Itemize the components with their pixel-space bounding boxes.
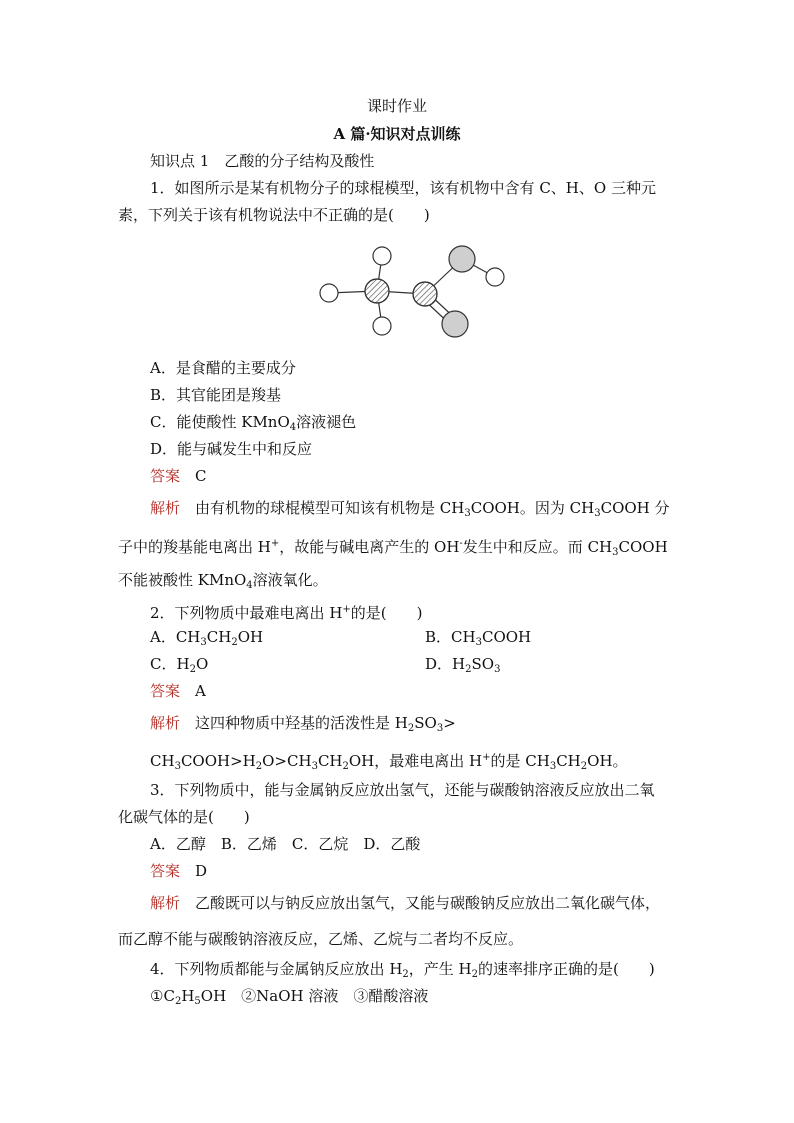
q1-stem-line1: 1．如图所示是某有机物分子的球棍模型，该有机物中含有 C、H、O 三种元: [150, 179, 656, 197]
knowledge-point-label: 知识点 1: [150, 152, 210, 170]
q3-stem-line1: 3．下列物质中，能与金属钠反应放出氢气，还能与碳酸钠溶液反应放出二氧: [150, 781, 655, 799]
q2-explanation-line2: [150, 748, 628, 777]
q2-option-d: [425, 654, 500, 680]
subscript: 2: [580, 761, 588, 772]
explanation-text: 不能被酸性 KMnO: [118, 571, 247, 589]
q4-stem-text: 4．下列物质都能与金属钠反应放出 H: [150, 960, 403, 978]
ball-and-stick-model-image: [312, 236, 522, 348]
explanation-text: OH。: [587, 752, 628, 770]
option-text: COOH: [481, 628, 532, 646]
item-text: ①C: [150, 987, 175, 1005]
q2-answer: [150, 681, 206, 701]
q3-explanation-line2: 而乙醇不能与碳酸钠溶液反应，乙烯、乙烷与二者均不反应。: [118, 930, 524, 948]
superscript: -: [459, 538, 463, 549]
knowledge-point: [150, 151, 374, 171]
subscript: 2: [255, 761, 263, 772]
explanation-text: 子中的羧基能电离出 H: [118, 538, 271, 556]
explanation-text: COOH 分: [600, 499, 670, 517]
explanation-label: 解析: [150, 894, 181, 912]
subscript: 3: [549, 761, 557, 772]
option-text: D．H: [425, 655, 466, 673]
answer-label: 答案: [150, 467, 181, 485]
hydrogen-atom: [373, 317, 391, 335]
explanation-text: 由有机物的球棍模型可知该有机物是 CH: [195, 499, 465, 517]
q4-items: [150, 986, 428, 1012]
q4-stem-text: ，产生 H: [408, 960, 472, 978]
hydrogen-atom: [373, 247, 391, 265]
q1-option-b: B．其官能团是羧基: [150, 386, 282, 404]
q3-answer: [150, 861, 207, 881]
explanation-text: SO: [414, 714, 437, 732]
explanation-text: 发生中和反应。而 CH: [462, 538, 613, 556]
option-text: CH: [206, 628, 232, 646]
subscript: 3: [594, 508, 601, 519]
q3-explanation-line1: [150, 893, 660, 913]
subscript: 3: [200, 637, 207, 648]
subscript: 3: [311, 761, 318, 772]
explanation-text: COOH: [618, 538, 668, 556]
explanation-text: 的是 CH: [490, 752, 550, 770]
subscript: 3: [612, 547, 619, 558]
subscript: 2: [465, 664, 472, 675]
answer-value: D: [195, 862, 208, 880]
hydrogen-atom: [320, 284, 338, 302]
explanation-text: O>CH: [262, 752, 312, 770]
explanation-text: OH，最难电离出 H: [348, 752, 483, 770]
subscript: 4: [289, 422, 297, 433]
explanation-text: CH: [150, 752, 175, 770]
subscript: 5: [194, 996, 201, 1007]
answer-label: 答案: [150, 862, 181, 880]
option-text: C．H: [150, 655, 190, 673]
q3-stem-line2: 化碳气体的是( ): [118, 808, 250, 826]
q2-explanation-line1: [150, 713, 456, 739]
knowledge-point-text: 乙酸的分子结构及酸性: [224, 152, 375, 170]
q2-option-b: [425, 627, 531, 653]
explanation-text: >: [443, 714, 456, 732]
item-text: H: [181, 987, 195, 1005]
subscript: 3: [174, 761, 181, 772]
carbon-atom-hatch: [365, 279, 389, 303]
explanation-text: COOH。因为 CH: [470, 499, 595, 517]
option-text: OH: [237, 628, 264, 646]
option-text: SO: [471, 655, 495, 673]
oxygen-atom: [442, 311, 468, 337]
q2-option-c: [150, 654, 208, 680]
subscript: 2: [174, 996, 182, 1007]
explanation-text: 溶液氧化。: [252, 571, 328, 589]
option-text: A．CH: [150, 628, 201, 646]
subscript: 4: [246, 580, 253, 591]
answer-label: 答案: [150, 682, 181, 700]
q4-stem: [150, 959, 655, 985]
subscript: 2: [402, 969, 409, 980]
superscript: +: [342, 604, 351, 615]
subscript: 3: [475, 637, 482, 648]
q1-option-c-text-end: 溶液褪色: [296, 413, 357, 431]
explanation-text: CH: [556, 752, 581, 770]
item-text: OH ②NaOH 溶液 ③醋酸溶液: [200, 987, 429, 1005]
q2-stem: [150, 600, 423, 623]
q1-explanation-line3: [118, 570, 328, 596]
explanation-text: CH: [317, 752, 343, 770]
q1-option-c: [150, 412, 356, 438]
section-title: A 篇·知识对点训练: [333, 125, 461, 143]
subscript: 2: [189, 664, 196, 675]
q1-stem-line2: 素，下列关于该有机物说法中不正确的是( ): [118, 206, 430, 224]
subscript: 3: [494, 664, 501, 675]
explanation-text: 乙酸既可以与钠反应放出氢气，又能与碳酸钠反应放出二氧化碳气体，: [195, 894, 661, 912]
q1-explanation-line2: [118, 534, 668, 563]
q1-explanation-line1: [150, 498, 670, 524]
subscript: 2: [231, 637, 238, 648]
hydrogen-atom: [486, 268, 504, 286]
subscript: 2: [342, 761, 349, 772]
q1-option-a: A．是食醋的主要成分: [150, 359, 296, 377]
explanation-text: 这四种物质中羟基的活泼性是 H: [195, 714, 408, 732]
explanation-label: 解析: [150, 714, 181, 732]
oxygen-atom: [449, 246, 475, 272]
carbon-atom-hatch: [413, 282, 437, 306]
superscript: +: [482, 752, 491, 763]
explanation-text: ，故能与碱电离产生的 OH: [279, 538, 460, 556]
explanation-text: COOH>H: [180, 752, 256, 770]
q4-stem-text: 的速率排序正确的是( ): [478, 960, 655, 978]
explanation-label: 解析: [150, 499, 181, 517]
subscript: 2: [407, 723, 415, 734]
subscript: 3: [464, 508, 471, 519]
q2-stem-text: 2．下列物质中最难电离出 H: [150, 604, 343, 622]
subscript: 3: [436, 723, 444, 734]
option-text: B．CH: [425, 628, 476, 646]
answer-value: A: [195, 682, 206, 700]
option-text: O: [195, 655, 209, 673]
q3-options: A．乙醇 B．乙烯 C．乙烷 D．乙酸: [150, 835, 421, 853]
q2-option-a: [150, 627, 263, 653]
page-title: 课时作业: [366, 97, 427, 115]
superscript: +: [270, 538, 280, 549]
answer-value: C: [195, 467, 207, 485]
q1-option-d: D．能与碱发生中和反应: [150, 440, 313, 458]
q2-stem-text-end: 的是( ): [350, 604, 423, 622]
q1-answer: [150, 466, 207, 486]
subscript: 2: [471, 969, 479, 980]
q1-option-c-text: C．能使酸性 KMnO: [150, 413, 290, 431]
